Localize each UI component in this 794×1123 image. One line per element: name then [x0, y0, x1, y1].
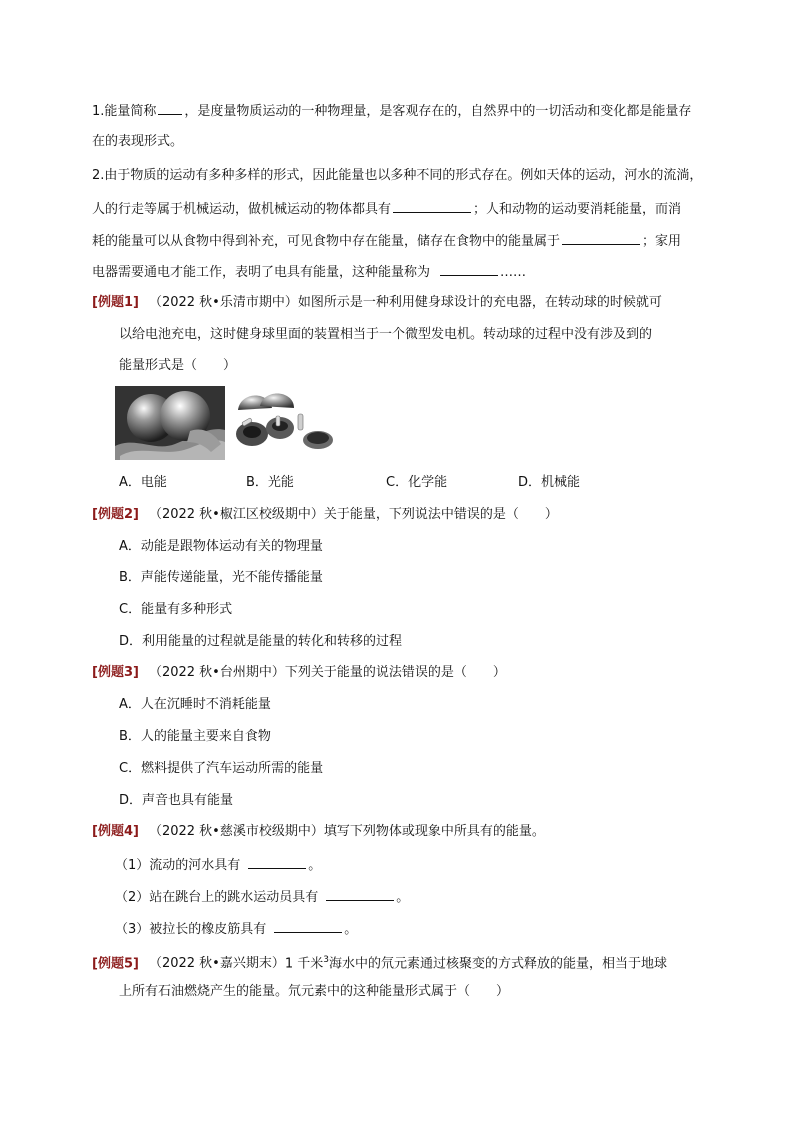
- example-source: （2022 秋•嘉兴期末）: [148, 956, 285, 972]
- example-source: （2022 秋•台州期中）: [148, 665, 285, 680]
- ex4-item-1: [115, 855, 321, 875]
- example-tag: [例题3]: [92, 665, 139, 680]
- answer-blank[interactable]: [326, 887, 394, 901]
- ex3-option-c[interactable]: C．燃料提供了汽车运动所需的能量: [119, 761, 324, 776]
- example-tag: [例题5]: [92, 956, 139, 972]
- example-stem: 如图所示是一种利用健身球设计的充电器，在转动球的时候就可: [297, 295, 662, 310]
- ex5-line-1: [92, 951, 667, 973]
- fill-item-end: 。: [396, 890, 410, 905]
- ex3-line-1: [92, 664, 506, 682]
- example-tag: [例题1]: [92, 295, 139, 310]
- example-tag: [例题4]: [92, 824, 139, 839]
- ex5-line-2: 上所有石油燃烧产生的能量。氘元素中的这种能量形式属于（ ）: [119, 984, 510, 999]
- example-source: （2022 秋•慈溪市校级期中）: [148, 824, 324, 839]
- intro-line-1: [92, 101, 691, 121]
- fill-item-text: （1）流动的河水具有: [115, 858, 241, 873]
- intro-text: 1.能量简称: [92, 104, 157, 119]
- ex2-option-c[interactable]: C．能量有多种形式: [119, 602, 233, 617]
- intro-text: ；家用: [642, 234, 682, 249]
- example-stem: 关于能量，下列说法中错误的是（ ）: [323, 507, 558, 522]
- answer-blank[interactable]: [158, 101, 182, 115]
- ex1-line-3: 能量形式是（ ）: [119, 358, 237, 373]
- fill-item-end: 。: [344, 922, 358, 937]
- ex1-option-d[interactable]: D．机械能: [518, 475, 581, 490]
- ex4-item-3: [115, 919, 357, 939]
- fill-item-end: 。: [308, 858, 322, 873]
- ex2-option-d[interactable]: D．利用能量的过程就是能量的转化和转移的过程: [119, 634, 403, 649]
- ex4-item-2: [115, 887, 409, 907]
- ex2-line-1: [92, 506, 558, 524]
- fill-item-text: （3）被拉长的橡皮筋具有: [115, 922, 267, 937]
- answer-blank[interactable]: [393, 199, 471, 213]
- ex1-line-2: 以给电池充电，这时健身球里面的装置相当于一个微型发电机。转动球的过程中没有涉及到的: [119, 327, 653, 342]
- ex1-line-1: [92, 294, 662, 312]
- answer-blank[interactable]: [440, 262, 498, 276]
- intro-text: ……: [500, 265, 527, 280]
- answer-blank[interactable]: [248, 855, 306, 869]
- superscript: 3: [323, 955, 329, 965]
- intro-text: 电器需要通电才能工作，表明了电具有能量，这种能量称为: [92, 265, 431, 280]
- intro-text: 人的行走等属于机械运动，做机械运动的物体都具有: [92, 202, 392, 217]
- intro-line-4: [92, 199, 681, 219]
- intro-text: ；人和动物的运动要消耗能量，而消: [473, 202, 682, 217]
- ex2-option-a[interactable]: A．动能是跟物体运动有关的物理量: [119, 539, 323, 554]
- ex3-option-d[interactable]: D．声音也具有能量: [119, 793, 234, 808]
- answer-blank[interactable]: [274, 919, 342, 933]
- ex1-option-a[interactable]: A．电能: [119, 475, 167, 490]
- generator-parts-photo: [232, 386, 336, 460]
- answer-blank[interactable]: [562, 231, 640, 245]
- ex3-option-b[interactable]: B．人的能量主要来自食物: [119, 729, 271, 744]
- fill-item-text: （2）站在跳台上的跳水运动员具有: [115, 890, 319, 905]
- intro-text: ，是度量物质运动的一种物理量，是客观存在的，自然界中的一切活动和变化都是能量存: [184, 104, 692, 119]
- example-stem: 下列关于能量的说法错误的是（ ）: [284, 665, 506, 680]
- intro-line-5: [92, 231, 681, 251]
- example-stem: 海水中的氘元素通过核聚变的方式释放的能量，相当于地球: [328, 956, 667, 972]
- ex1-option-b[interactable]: B．光能: [246, 475, 294, 490]
- example-stem: 填写下列物体或现象中所具有的能量。: [323, 824, 545, 839]
- intro-line-3: 2.由于物质的运动有多种多样的形式，因此能量也以多种不同的形式存在。例如天体的运动，河水的流淌，: [92, 168, 703, 183]
- example-source: （2022 秋•乐清市期中）: [148, 295, 298, 310]
- ex1-option-c[interactable]: C．化学能: [386, 475, 448, 490]
- intro-text: 耗的能量可以从食物中得到补充，可见食物中存在能量，储存在食物中的能量属于: [92, 234, 561, 249]
- example-tag: [例题2]: [92, 507, 139, 522]
- ex3-option-a[interactable]: A．人在沉睡时不消耗能量: [119, 697, 271, 712]
- fitness-balls-photo: [115, 386, 225, 460]
- example-stem: 1 千米: [284, 956, 324, 972]
- ex4-line-1: [92, 823, 545, 841]
- intro-line-6: [92, 262, 526, 282]
- intro-line-2: 在的表现形式。: [92, 134, 184, 149]
- example-source: （2022 秋•椒江区校级期中）: [148, 507, 324, 522]
- ex2-option-b[interactable]: B．声能传递能量，光不能传播能量: [119, 570, 323, 585]
